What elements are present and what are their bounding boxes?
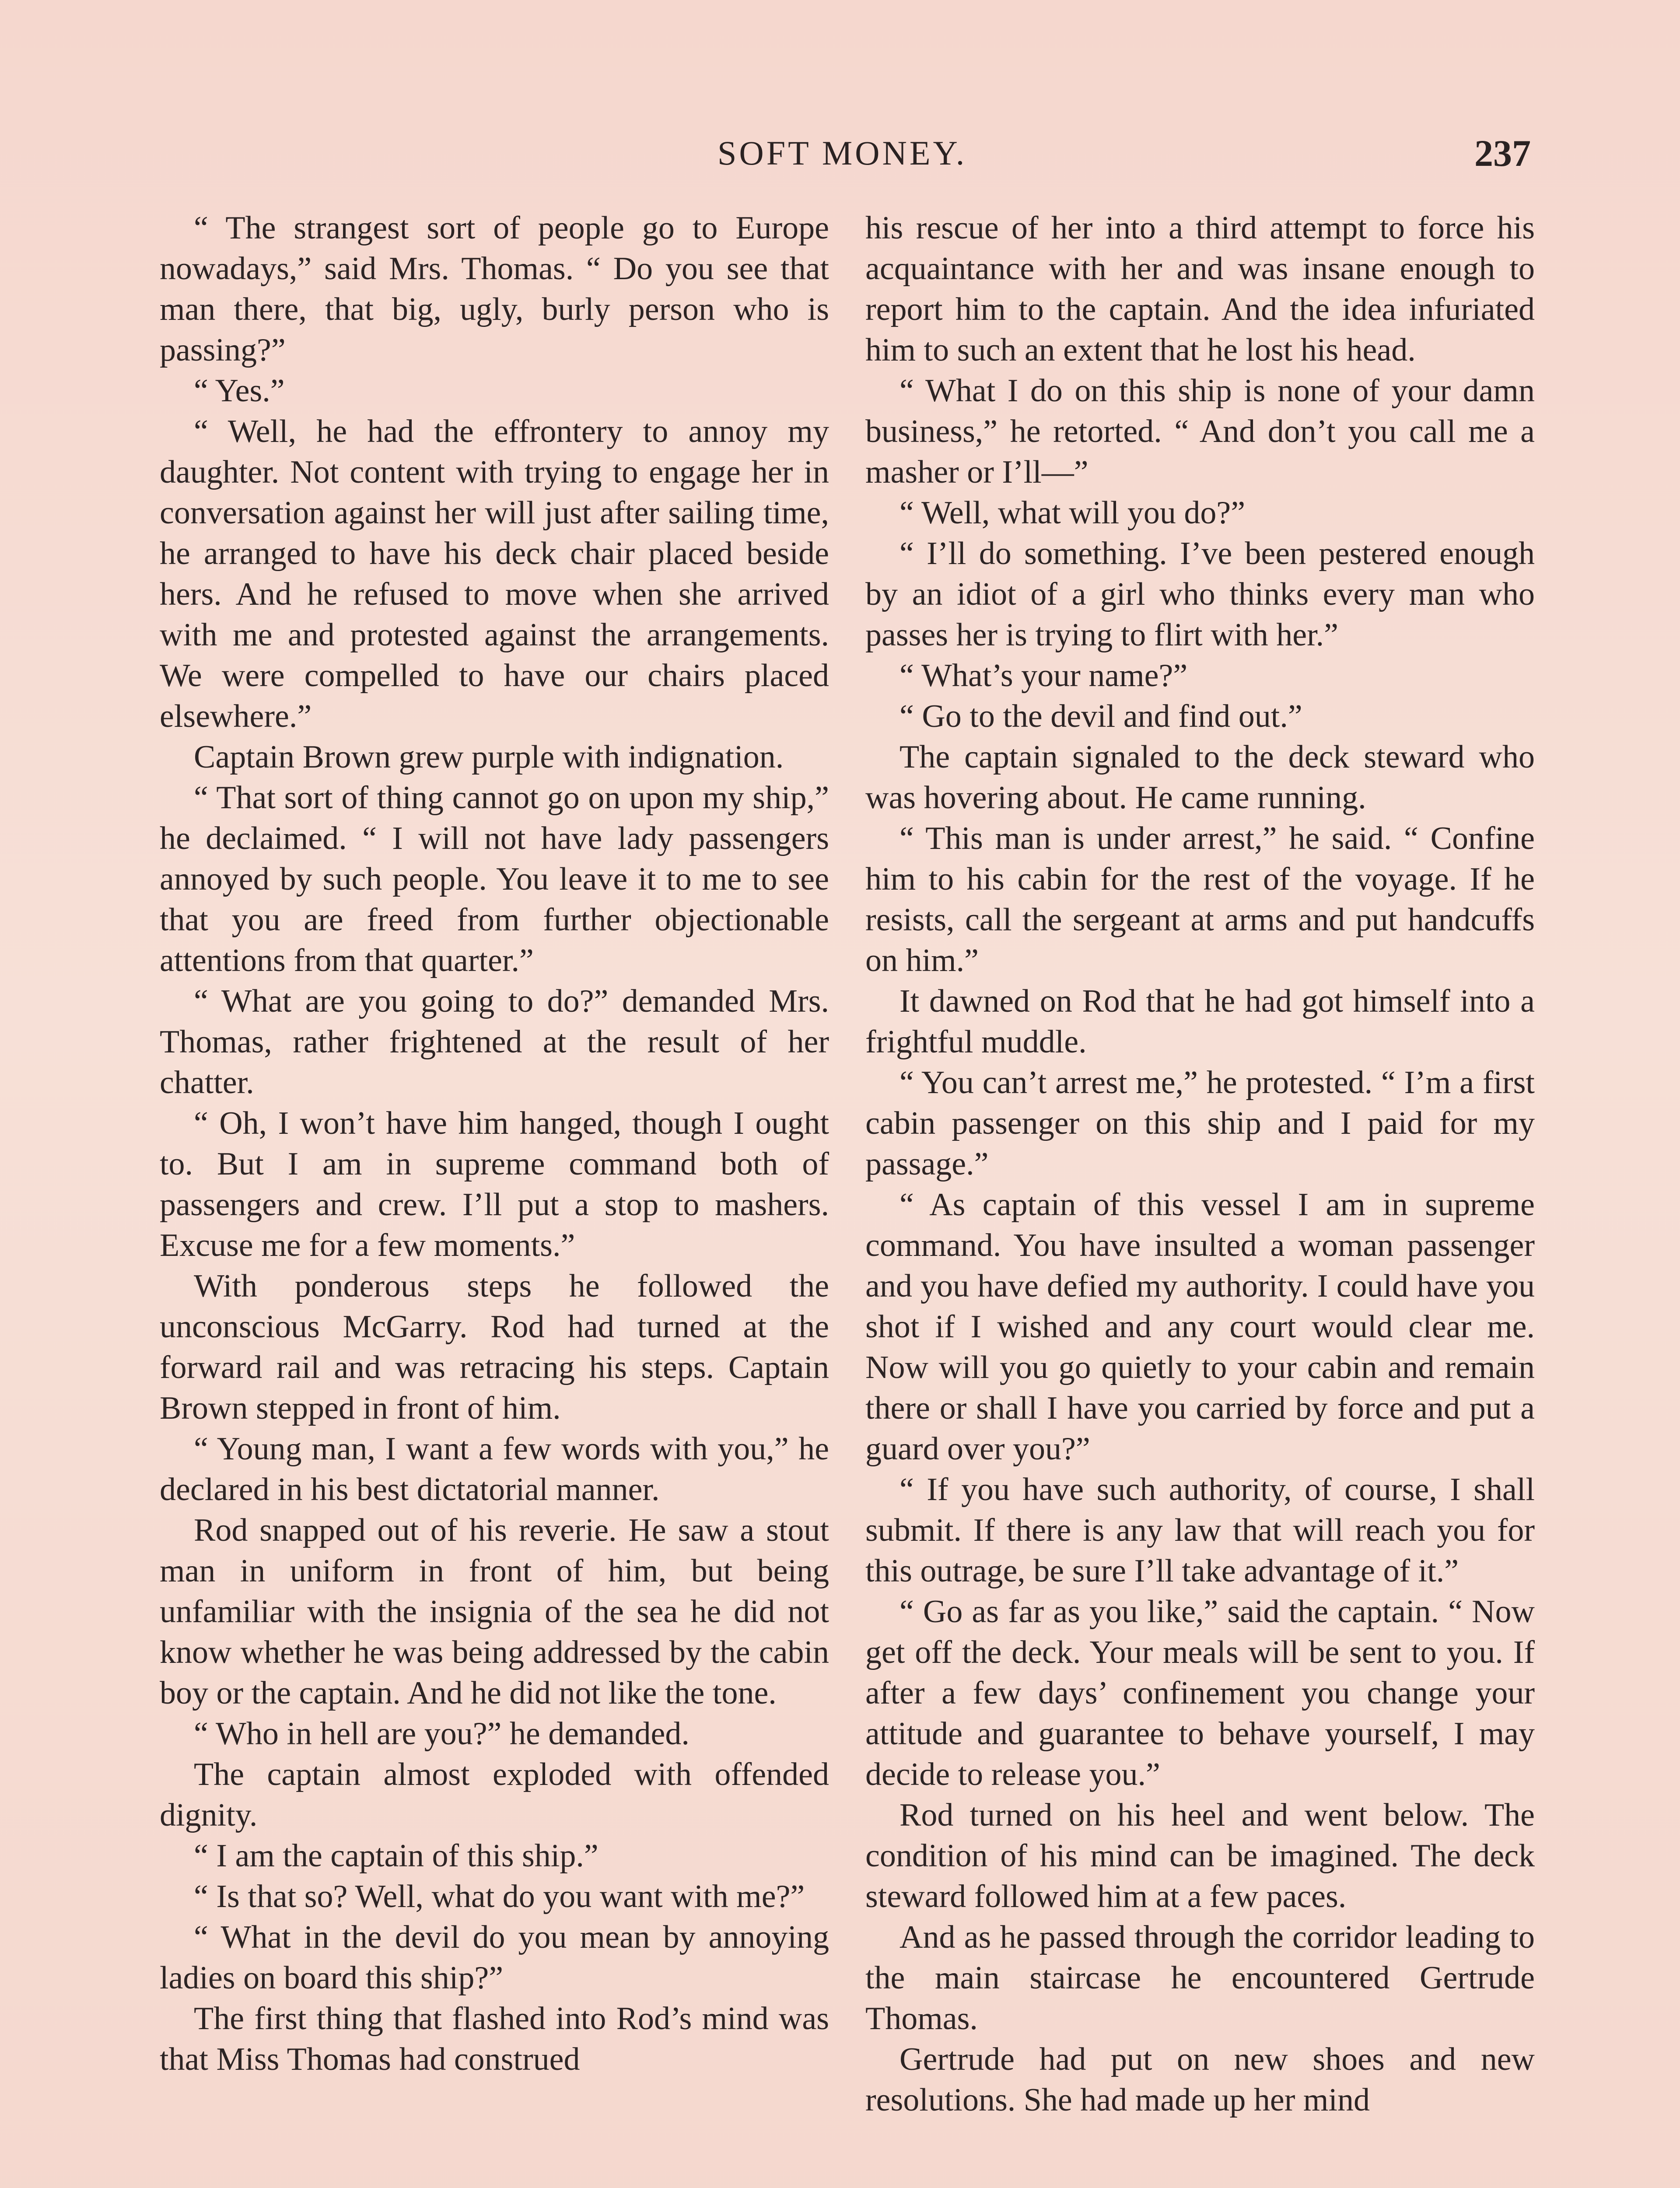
paragraph: And as he passed through the corridor leading to the main staircase he encountered Gertrude Thomas. (865, 1919, 1535, 2037)
paragraph: “ Is that so? Well, what do you want with me?” (194, 1879, 805, 1914)
paragraph: “ Well, he had the effrontery to annoy my daughter. Not content with trying to engage her in conversation against her will just after sailing time, he arranged to have his deck chair placed beside hers. And he refused to move when she arrived with me and protested against the arrangements. We were compelled to have our chairs placed elsewhere.” (160, 414, 829, 734)
left-column (160, 208, 829, 2080)
paragraph: Captain Brown grew purple with indignation. (194, 739, 784, 775)
paragraph: The captain almost exploded with offended dignity. (160, 1757, 829, 1833)
paragraph: Rod snapped out of his reverie. He saw a stout man in uniform in front of him, but being unfamiliar with the insignia of the sea he did not know whether he was being addressed by the cabin boy or the captain. And he did not like the tone. (160, 1512, 829, 1711)
right-column (865, 208, 1535, 2121)
paragraph: “ What I do on this ship is none of your damn business,” he retorted. “ And don’t you call me a masher or I’ll—” (865, 373, 1535, 490)
paragraph: “ Oh, I won’t have him hanged, though I ought to. But I am in supreme command both of passengers and crew. I’ll put a stop to mashers. Excuse me for a few moments.” (160, 1105, 829, 1263)
paragraph: “ I am the captain of this ship.” (194, 1838, 598, 1874)
paragraph: “ You can’t arrest me,” he protested. “ I’m a first cabin passenger on this ship and I paid for my passage.” (865, 1065, 1535, 1182)
paragraph: Gertrude had put on new shoes and new resolutions. She had made up her mind (865, 2041, 1535, 2118)
running-title: SOFT MONEY. (718, 134, 967, 172)
paragraph: With ponderous steps he followed the unconscious McGarry. Rod had turned at the forward rail and was retracing his steps. Captain Brown stepped in front of him. (160, 1268, 829, 1426)
paragraph: “ Yes.” (194, 373, 285, 409)
paragraph: “ Well, what will you do?” (900, 495, 1246, 531)
paragraph: “ Who in hell are you?” he demanded. (194, 1716, 690, 1752)
paragraph: “ The strangest sort of people go to Europe nowadays,” said Mrs. Thomas. “ Do you see that man there, that big, ugly, burly person who is passing?” (160, 210, 829, 368)
paragraph: “ Go to the devil and find out.” (900, 698, 1302, 734)
page-number: 237 (1474, 132, 1531, 174)
paragraph: “ What are you going to do?” demanded Mrs. Thomas, rather frightened at the result of her chatter. (160, 983, 829, 1101)
paragraph: “ As captain of this vessel I am in supreme command. You have insulted a woman passenger and you have defied my authority. I could have you shot if I wished and any court would clear me. Now will you go quietly to your cabin and remain there or shall I have you carried by force and put a guard over you?” (865, 1187, 1535, 1467)
page-header (0, 127, 1680, 179)
paragraph: “ What in the devil do you mean by annoying ladies on board this ship?” (160, 1919, 829, 1996)
paragraph: “ I’ll do something. I’ve been pestered enough by an idiot of a girl who thinks every man who passes her is trying to flirt with her.” (865, 536, 1535, 653)
paragraph: “ If you have such authority, of course, I shall submit. If there is any law that will reach you for this outrage, be sure I’ll take advantage of it.” (865, 1472, 1535, 1589)
paragraph: “ What’s your name?” (900, 658, 1188, 694)
paragraph: The first thing that flashed into Rod’s mind was that Miss Thomas had construed (160, 2001, 829, 2077)
paragraph-continuation: his rescue of her into a third attempt to force his acquaintance with her and was insane enough to report him to the captain. And the idea infuriated him to such an extent that he lost his head. (865, 210, 1535, 368)
paragraph: “ Young man, I want a few words with you,” he declared in his best dictatorial manner. (160, 1431, 829, 1508)
paragraph: “ This man is under arrest,” he said. “ Confine him to his cabin for the rest of the voyage. If he resists, call the sergeant at arms and put handcuffs on him.” (865, 820, 1535, 978)
paragraph: Rod turned on his heel and went below. The condition of his mind can be imagined. The deck steward followed him at a few paces. (865, 1797, 1535, 1914)
paragraph: “ Go as far as you like,” said the captain. “ Now get off the deck. Your meals will be sent to you. If after a few days’ confinement you change your attitude and guarantee to behave yourself, I may decide to release you.” (865, 1594, 1535, 1792)
paragraph: It dawned on Rod that he had got himself into a frightful muddle. (865, 983, 1535, 1060)
paragraph: “ That sort of thing cannot go on upon my ship,” he declaimed. “ I will not have lady passengers annoyed by such people. You leave it to me to see that you are freed from further objectionable attentions from that quarter.” (160, 780, 829, 978)
paragraph: The captain signaled to the deck steward who was hovering about. He came running. (865, 739, 1535, 816)
